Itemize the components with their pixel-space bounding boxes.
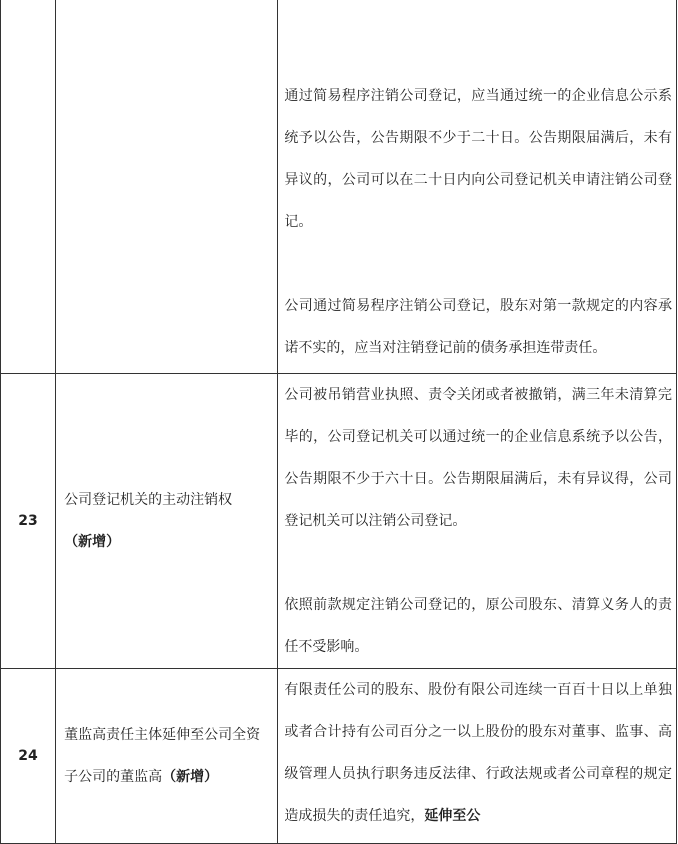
content-paragraph: 公司通过简易程序注销公司登记，股东对第一款规定的内容承诺不实的，应当对注销登记前的债务承担连带责任。 [284,298,672,356]
row-content [278,0,677,374]
row-title-text: 董监高责任主体延伸至公司全资子公司的董监高 [64,727,261,785]
row-content [278,374,677,669]
table-row [1,374,677,669]
paragraph-gap [284,542,672,584]
row-content [278,669,677,844]
row-title [56,0,278,374]
row-title-tag: （新增） [162,769,219,785]
row-title [56,374,278,669]
content-paragraph: 依照前款规定注销公司登记的，原公司股东、清算义务人的责任不受影响。 [284,597,672,655]
row-title-tag: （新增） [64,534,121,550]
row-title [56,669,278,844]
paragraph-bold-text: 延伸至公 [424,808,481,824]
table-row [1,0,677,374]
row-title-text: 公司登记机关的主动注销权 [64,492,233,508]
row-number: 24 [1,669,56,844]
row-number [1,0,56,374]
paragraph-text: 有限责任公司的股东、股份有限公司连续一百百十日以上单独或者合计持有公司百分之一以上股份的股东对董事、监事、高级管理人员执行职务违反法律、行政法规或者公司章程的规定造成损失的责任追究， [284,682,672,824]
table-row [1,669,677,844]
row-number: 23 [1,374,56,669]
content-paragraph: 通过简易程序注销公司登记，应当通过统一的企业信息公示系统予以公告，公告期限不少于二十日。公告期限届满后，未有异议的，公司可以在二十日内向公司登记机关申请注销公司登记。 [284,88,672,230]
content-paragraph: 公司被吊销营业执照、责令关闭或者被撤销，满三年未清算完毕的，公司登记机关可以通过统一的企业信息系统予以公告，公告期限不少于六十日。公告期限届满后，未有异议得，公司登记机关可以注销公司登记。 [284,387,672,529]
content-paragraph [284,669,672,837]
paragraph-gap [284,243,672,285]
